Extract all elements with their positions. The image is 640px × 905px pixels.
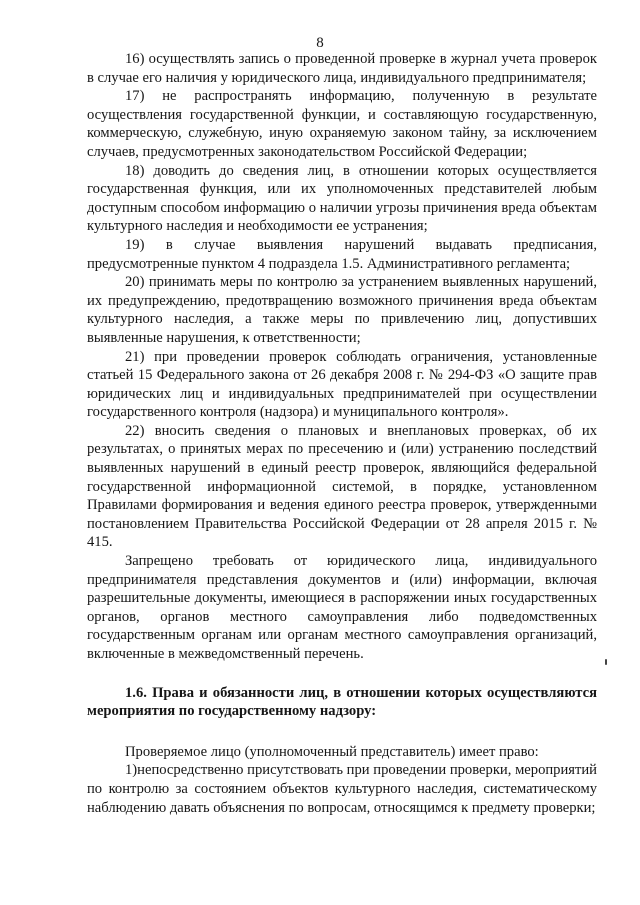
paragraph-item-18: 18) доводить до сведения лиц, в отношении которых осуществляется государственная функция, или их уполномоченных представителей любым доступным способом информацию о наличии угрозы причинения вреда объектам культурного наследия и необходимости ее устранения; <box>87 162 597 235</box>
paragraph-item-21: 21) при проведении проверок соблюдать ограничения, установленные статьей 15 Федерального закона от 26 декабря 2008 г. № 294-ФЗ «О защите прав юридических лиц и индивидуальных предпринимателей при осуществлении государственного контроля (надзора) и муниципального контроля». <box>87 348 597 421</box>
page-number: 8 <box>316 35 324 51</box>
paragraph-item-22: 22) вносить сведения о плановых и внеплановых проверках, об их результатах, о принятых мерах по пресечению и (или) устранению последствий выявленных нарушений в единый реестр проверок, являющийся федеральной государственной информационной системой, в порядке, установленном Правилами формирования и ведения единого реестра проверок, утвержденными постановлением Правительства Российской Федерации от 28 апреля 2015 г. № 415. <box>87 422 597 551</box>
document-body <box>87 50 597 817</box>
scan-speck <box>605 659 607 665</box>
paragraph-item-19: 19) в случае выявления нарушений выдавать предписания, предусмотренные пунктом 4 подраздела 1.5. Административного регламента; <box>87 236 597 272</box>
paragraph-item-20: 20) принимать меры по контролю за устранением выявленных нарушений, их предупреждению, предотвращению возможного причинения вреда объектам культурного наследия, а также меры по привлечению лиц, допустивших выявленные нарушения, к ответственности; <box>87 274 597 346</box>
section-heading-1-6: 1.6. Права и обязанности лиц, в отношении которых осуществляются мероприятия по государственному надзору: <box>87 684 597 720</box>
paragraph-item-16: 16) осуществлять запись о проведенной проверке в журнал учета проверок в случае его наличия у юридического лица, индивидуального предпринимателя; <box>87 51 597 86</box>
paragraph-item-17: 17) не распространять информацию, полученную в результате осуществления государственной функции, и составляющую государственную, коммерческую, служебную, иную охраняемую законом тайну, за исключением случаев, предусмотренных законодательством Российской Федерации; <box>87 88 597 160</box>
paragraph-right-1: 1)непосредственно присутствовать при проведении проверки, мероприятий по контролю за состоянием объектов культурного наследия, систематическому наблюдению давать объяснения по вопросам, относящимся к предмету проверки; <box>87 762 597 816</box>
paragraph-rights-intro: Проверяемое лицо (уполномоченный представитель) имеет право: <box>125 743 539 760</box>
paragraph-prohibition: Запрещено требовать от юридического лица, индивидуального предпринимателя представления документов и (или) информации, включая разрешительные документы, имеющиеся в распоряжении иных государственных органов, органов местного самоуправления либо подведомственных государственным органам или органам местного самоуправления организаций, включенные в межведомственный перечень. <box>87 553 597 662</box>
